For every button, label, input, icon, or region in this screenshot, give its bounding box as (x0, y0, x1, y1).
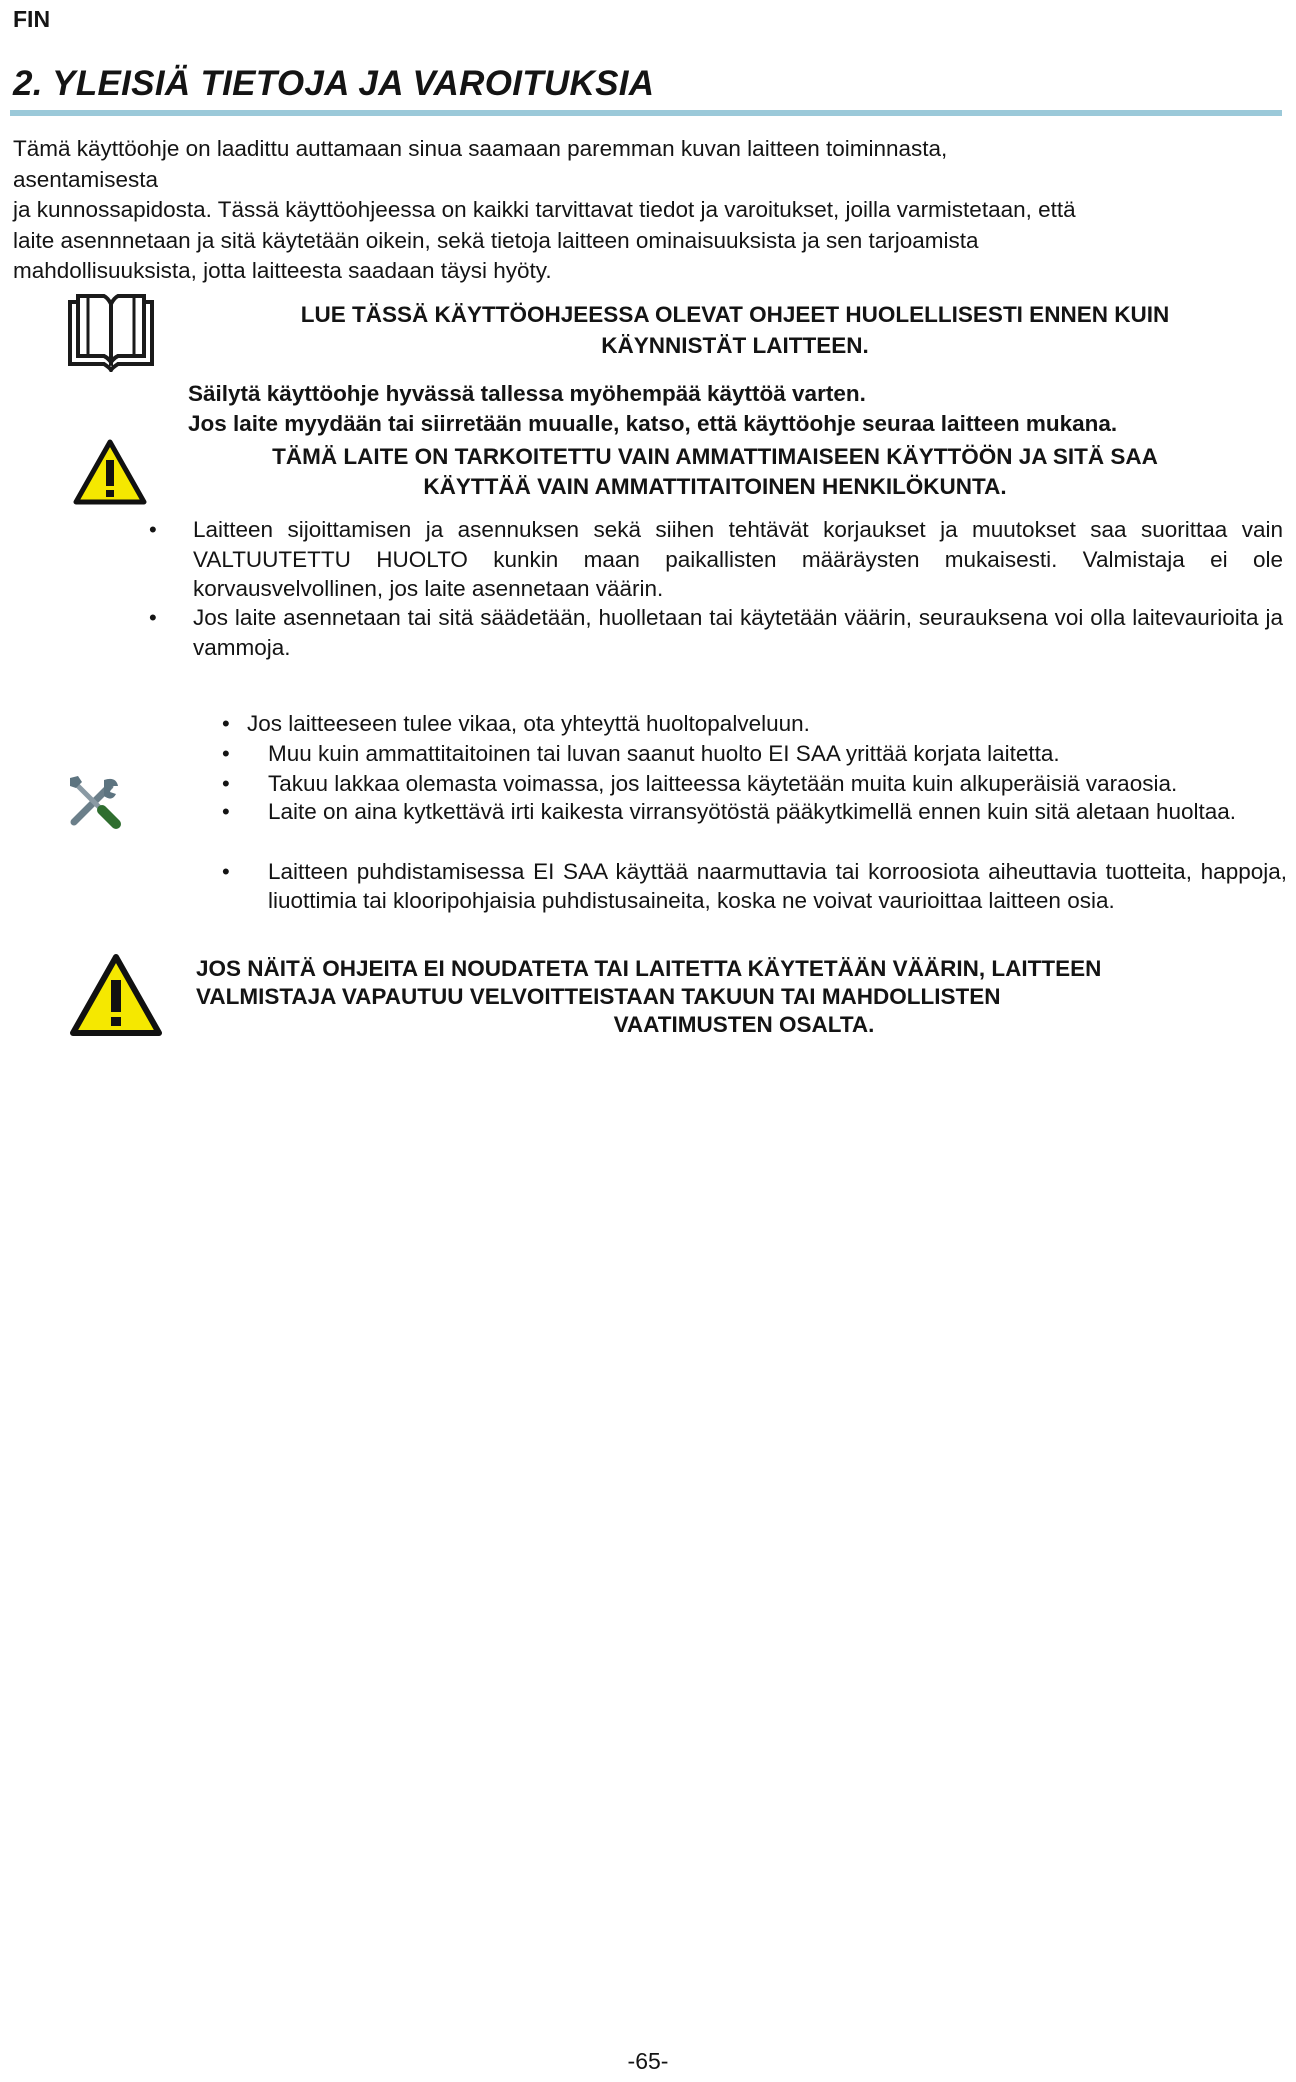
final-warning-line: VAATIMUSTEN OSALTA. (613, 1012, 875, 1037)
pro-notice-line: KÄYTTÄÄ VAIN AMMATTITAITOINEN HENKILÖKUNTA. (423, 474, 1007, 499)
bullet-marker: • (222, 741, 230, 766)
intro-line: ja kunnossapidosta. Tässä käyttöohjeessa on kaikki tarvittavat tiedot ja varoitukset, joilla varmistetaan, että (13, 197, 1076, 222)
list-item (222, 769, 1287, 798)
list-item (149, 515, 1283, 604)
list-item-text: Laitteen sijoittamisen ja asennuksen sekä siihen tehtävät korjaukset ja muutokset saa suorittaa vain VALTUUTETTU HUOLTO kunkin maan paikallisten määräysten mukaisesti. Valmistaja ei ole korvausvelvollinen, jos laite asennetaan väärin. (193, 517, 1283, 601)
final-warning-line: JOS NÄITÄ OHJEITA EI NOUDATETA TAI LAITETTA KÄYTETÄÄN VÄÄRIN, LAITTEEN (196, 956, 1102, 981)
list-item-text: Jos laitteeseen tulee vikaa, ota yhteyttä huoltopalveluun. (247, 711, 810, 736)
intro-line: asentamisesta (13, 166, 159, 192)
list-item-text: Jos laite asennetaan tai sitä säädetään, huolletaan tai käytetään väärin, seurauksena voi olla laitevaurioita ja vammoja. (193, 605, 1283, 660)
list-item (222, 797, 1287, 826)
bullet-marker: • (222, 771, 230, 796)
list-item (222, 857, 1287, 915)
intro-paragraph (13, 134, 1283, 287)
intro-line: mahdollisuuksista, jotta laitteesta saadaan täysi hyöty. (13, 258, 552, 283)
warning-triangle-icon (68, 952, 164, 1038)
language-code: FIN (13, 6, 51, 32)
keep-notice-line: Jos laite myydään tai siirretään muualle, katso, että käyttöohje seuraa laitteen mukana. (188, 411, 1118, 436)
list-item (149, 603, 1283, 662)
list-item-text: Laite on aina kytkettävä irti kaikesta virransyötöstä pääkytkimellä ennen kuin sitä aletaan huoltaa. (268, 799, 1237, 824)
bullet-marker: • (222, 711, 230, 736)
list-item-text: Takuu lakkaa olemasta voimassa, jos laitteessa käytetään muita kuin alkuperäisiä varaosia. (268, 771, 1178, 796)
bullet-marker: • (149, 517, 157, 542)
section-title: 2. YLEISIÄ TIETOJA JA VAROITUKSIA (13, 64, 655, 103)
read-notice-line: LUE TÄSSÄ KÄYTTÖOHJEESSA OLEVAT OHJEET HUOLELLISESTI ENNEN KUIN (300, 302, 1170, 327)
title-divider (10, 110, 1282, 116)
bullet-marker: • (222, 799, 230, 824)
manual-book-icon (64, 292, 158, 372)
bullet-marker: • (149, 605, 157, 630)
final-warning-line: VALMISTAJA VAPAUTUU VELVOITTEISTAAN TAKUUN TAI MAHDOLLISTEN (196, 984, 1001, 1009)
list-item (222, 709, 1287, 738)
keep-notice-line: Säilytä käyttöohje hyvässä tallessa myöhempää käyttöä varten. (188, 381, 866, 406)
warning-triangle-icon (72, 438, 148, 506)
read-notice-line: KÄYNNISTÄT LAITTEEN. (601, 333, 869, 358)
intro-line: laite asennnetaan ja sitä käytetään oikein, sekä tietoja laitteen ominaisuuksista ja sen tarjoamista (13, 227, 979, 253)
page-number: -65- (627, 2048, 669, 2074)
bullet-marker: • (222, 859, 230, 884)
intro-line: Tämä käyttöohje on laadittu auttamaan sinua saamaan paremman kuvan laitteen toiminnasta, (13, 136, 948, 161)
tools-icon (64, 772, 124, 832)
list-item-text: Laitteen puhdistamisessa EI SAA käyttää naarmuttavia tai korroosiota aiheuttavia tuotteita, happoja, liuottimia tai klooripohjaisia puhdistusaineita, koska ne voivat vaurioittaa laitteen osia. (268, 859, 1287, 913)
list-item-text: Muu kuin ammattitaitoinen tai luvan saanut huolto EI SAA yrittää korjata laitetta. (268, 741, 1060, 766)
list-item (222, 739, 1287, 768)
pro-notice-line: TÄMÄ LAITE ON TARKOITETTU VAIN AMMATTIMAISEEN KÄYTTÖÖN JA SITÄ SAA (272, 444, 1158, 469)
